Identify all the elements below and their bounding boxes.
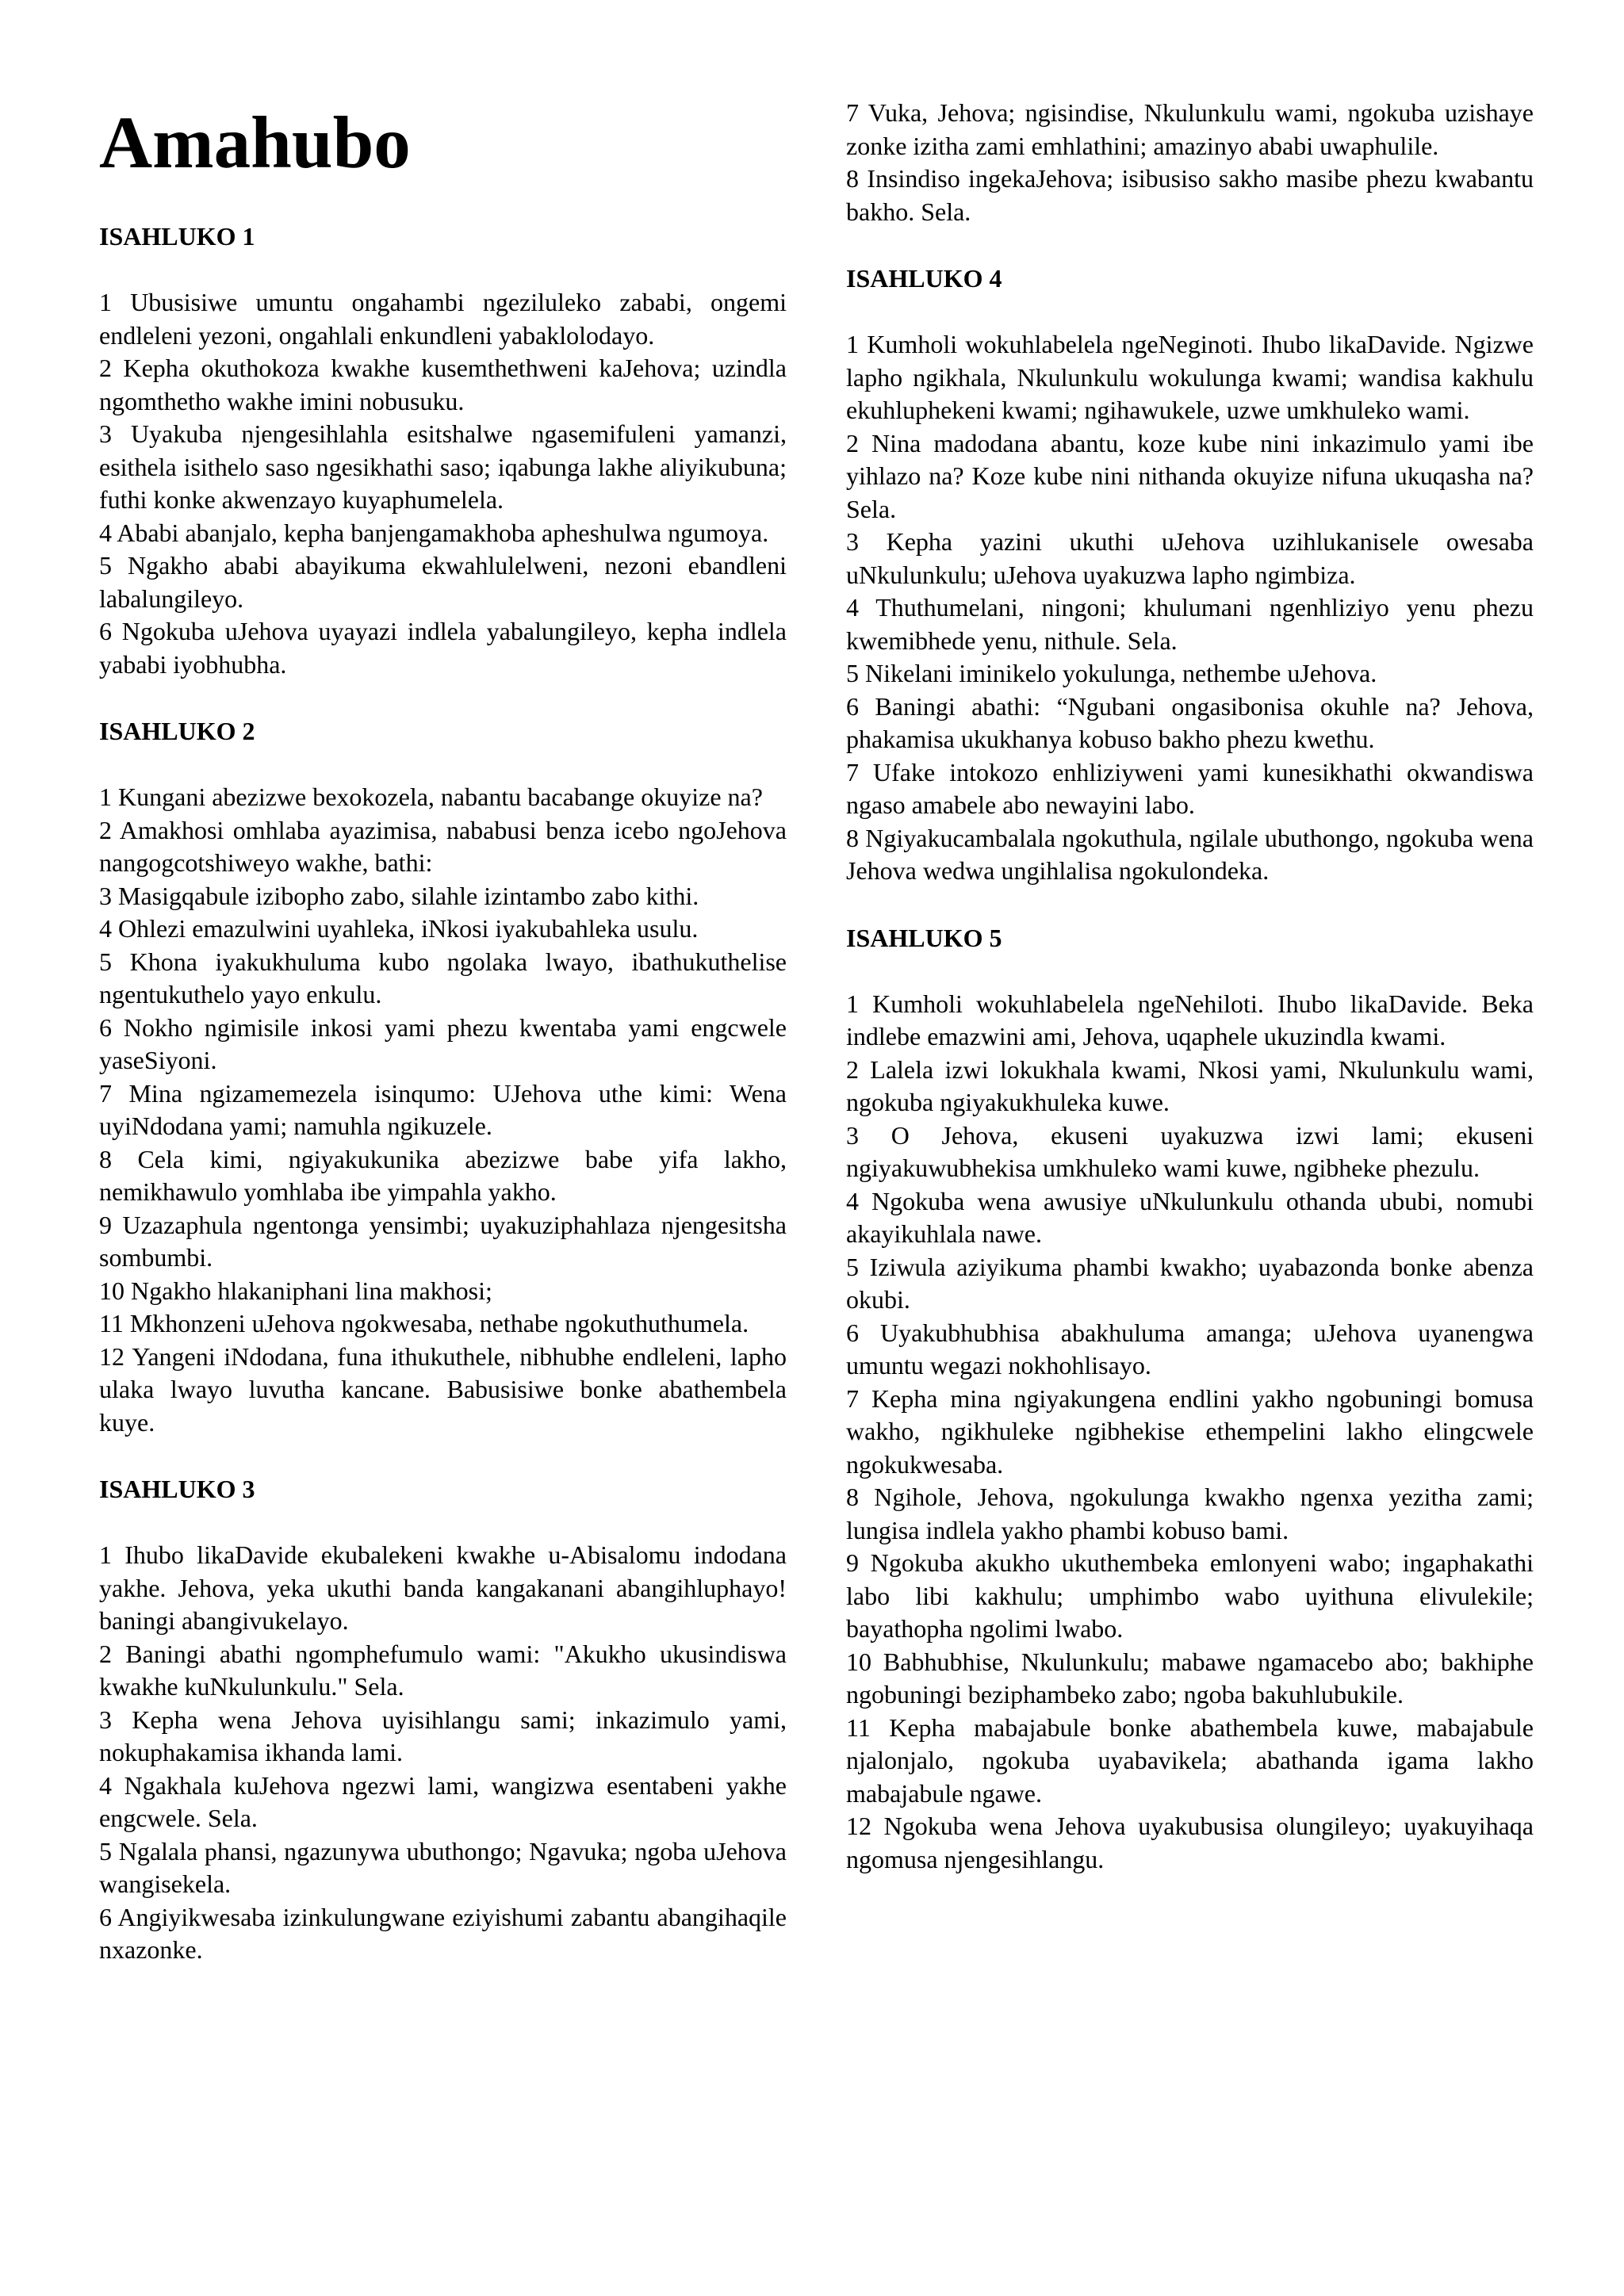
verse: 7 Vuka, Jehova; ngisindise, Nkulunkulu wami, ngokuba uzishaye zonke izitha zami emhlathini; amazinyo ababi uwaphulile.: [846, 98, 1534, 160]
verse: 8 Insindiso ingekaJehova; isibusiso sakho masibe phezu kwabantu bakho. Sela.: [846, 164, 1534, 226]
verse: 11 Kepha mabajabule bonke abathembela kuwe, mabajabule njalonjalo, ngokuba uyabavikela; abathanda igama lakho mabajabule ngawe.: [846, 1712, 1534, 1808]
verse: 2 Kepha okuthokoza kwakhe kusemthethweni kaJehova; uzindla ngomthetho wakhe imini nobusuku.: [99, 354, 787, 415]
verse: 3 Uyakuba njengesihlahla esitshalwe ngasemifuleni yamanzi, esithela isithelo saso ngesikhathi saso; iqabunga lakhe aliyikubuna; futhi konke akwenzayo kuyaphumelela.: [99, 419, 787, 514]
verse: 5 Khona iyakukhuluma kubo ngolaka lwayo, ibathukuthelise ngentukuthelo yayo enkulu.: [99, 947, 787, 1008]
chapter-heading: ISAHLUKO 2: [99, 717, 255, 745]
chapter-heading: ISAHLUKO 4: [846, 264, 1002, 293]
verse: 8 Ngihole, Jehova, ngokulunga kwakho ngenxa yezitha zami; lungisa indlela yakho phambi kobuso bami.: [846, 1483, 1534, 1544]
verse: 1 Kungani abezizwe bexokozela, nabantu bacabange okuyize na?: [99, 783, 763, 811]
verse: 3 O Jehova, ekuseni uyakuzwa izwi lami; ekuseni ngiyakuwubhekisa umkhuleko wami kuwe, ngibheke phezulu.: [846, 1120, 1534, 1182]
verse: 1 Kumholi wokuhlabelela ngeNehiloti. Ihubo likaDavide. Beka indlebe emazwini ami, Jehova, uqaphele ukuzindla kwami.: [846, 989, 1534, 1050]
verse: 7 Kepha mina ngiyakungena endlini yakho ngobuningi bomusa wakho, ngikhuleke ngibhekise ethempelini lakho elingcwele ngokukwesaba.: [846, 1383, 1534, 1479]
verse: 3 Kepha yazini ukuthi uJehova uzihlukanisele owesaba uNkulunkulu; uJehova uyakuzwa lapho ngimbiza.: [846, 527, 1534, 589]
left-column: [99, 101, 787, 2000]
verse: 1 Ubusisiwe umuntu ongahambi ngeziluleko zababi, ongemi endleleni yezoni, ongahlali enkundleni yabaklolodayo.: [99, 288, 787, 350]
verse: 5 Ngalala phansi, ngazunywa ubuthongo; Ngavuka; ngoba uJehova wangisekela.: [99, 1836, 787, 1898]
chapter-3-continued: [846, 97, 1534, 228]
chapter-5: [846, 921, 1534, 1877]
verse: 6 Angiyikwesaba izinkulungwane eziyishumi zabantu abangihaqile nxazonke.: [99, 1902, 787, 1964]
verse: 12 Ngokuba wena Jehova uyakubusisa olungileyo; uyakuyihaqa ngomusa njengesihlangu.: [846, 1812, 1534, 1873]
right-column: [846, 97, 1534, 1909]
verse: 5 Ngakho ababi abayikuma ekwahlulelweni, nezoni ebandleni labalungileyo.: [99, 551, 787, 613]
verse: 2 Amakhosi omhlaba ayazimisa, nababusi benza icebo ngoJehova nangogcotshiweyo wakhe, bathi:: [99, 815, 787, 877]
verse: 6 Ngokuba uJehova uyayazi indlela yabalungileyo, kepha indlela yababi iyobhubha.: [99, 617, 787, 679]
verse: 6 Nokho ngimisile inkosi yami phezu kwentaba yami engcwele yaseSiyoni.: [99, 1012, 787, 1074]
book-title: Amahubo: [99, 102, 411, 184]
verse: 2 Lalela izwi lokukhala kwami, Nkosi yami, Nkulunkulu wami, ngokuba ngiyakukhuleka kuwe.: [846, 1054, 1534, 1116]
verse: 4 Thuthumelani, ningoni; khulumani ngenhliziyo yenu phezu kwemibhede yenu, nithule. Sela.: [846, 593, 1534, 655]
verse: 9 Uzazaphula ngentonga yensimbi; uyakuziphahlaza njengesitsha sombumbi.: [99, 1210, 787, 1272]
verse: 5 Iziwula aziyikuma phambi kwakho; uyabazonda bonke abenza okubi.: [846, 1252, 1534, 1314]
verse: 8 Cela kimi, ngiyakukunika abezizwe babe yifa lakho, nemikhawulo yomhlaba ibe yimpahla yakho.: [99, 1144, 787, 1206]
verse: 5 Nikelani iminikelo yokulunga, nethembe uJehova.: [846, 659, 1377, 687]
chapter-2: [99, 714, 787, 1439]
verse: 9 Ngokuba akukho ukuthembeka emlonyeni wabo; ingaphakathi labo libi kakhulu; umphimbo wabo uyithuna elivulekile; bayathopha ngolimi lwabo.: [846, 1548, 1534, 1643]
chapter-heading: ISAHLUKO 1: [99, 222, 255, 251]
verse: 7 Mina ngizamemezela isinqumo: UJehova uthe kimi: Wena uyiNdodana yami; namuhla ngikuzele.: [99, 1078, 787, 1140]
verse: 10 Ngakho hlakaniphani lina makhosi;: [99, 1276, 492, 1305]
verse: 3 Masigqabule izibopho zabo, silahle izintambo zabo kithi.: [99, 881, 699, 910]
verse: 7 Ufake intokozo enhliziyweni yami kunesikhathi okwandiswa ngaso amabele abo newayini labo.: [846, 757, 1534, 819]
verse: 10 Babhubhise, Nkulunkulu; mabawe ngamacebo abo; bakhiphe ngobuningi beziphambeko zabo; ngoba bakuhlubukile.: [846, 1647, 1534, 1709]
verse: 11 Mkhonzeni uJehova ngokwesaba, nethabe ngokuthuthumela.: [99, 1309, 749, 1337]
chapter-heading: ISAHLUKO 3: [99, 1475, 255, 1503]
verse: 1 Kumholi wokuhlabelela ngeNeginoti. Ihubo likaDavide. Ngizwe lapho ngikhala, Nkulunkulu wokulunga kwami; wandisa kakhulu ekuhluphekeni kwami; ngihawukele, uzwe umkhuleko wami.: [846, 330, 1534, 424]
verse: 4 Ngakhala kuJehova ngezwi lami, wangizwa esentabeni yakhe engcwele. Sela.: [99, 1770, 787, 1832]
verse: 4 Ngokuba wena awusiye uNkulunkulu othanda ububi, nomubi akayikuhlala nawe.: [846, 1186, 1534, 1248]
verse: 8 Ngiyakucambalala ngokuthula, ngilale ubuthongo, ngokuba wena Jehova wedwa ungihlalisa ngokulondeka.: [846, 823, 1534, 885]
verse: 6 Baningi abathi: “Ngubani ongasibonisa okuhle na? Jehova, phakamisa ukukhanya kobuso bakho phezu kwethu.: [846, 691, 1534, 753]
verse: 6 Uyakubhubhisa abakhuluma amanga; uJehova uyanengwa umuntu wegazi nokhohlisayo.: [846, 1318, 1534, 1380]
chapter-4: [846, 262, 1534, 888]
chapter-heading: ISAHLUKO 5: [846, 923, 1002, 952]
chapter-3: [99, 1472, 787, 1967]
verse: 2 Baningi abathi ngomphefumulo wami: "Akukho ukusindiswa kwakhe kuNkulunkulu." Sela.: [99, 1639, 787, 1701]
chapter-1: [99, 220, 787, 681]
verse: 4 Ababi abanjalo, kepha banjengamakhoba apheshulwa ngumoya.: [99, 518, 769, 547]
verse: 3 Kepha wena Jehova uyisihlangu sami; inkazimulo yami, nokuphakamisa ikhanda lami.: [99, 1705, 787, 1766]
verse: 4 Ohlezi emazulwini uyahleka, iNkosi iyakubahleka usulu.: [99, 914, 699, 943]
verse: 2 Nina madodana abantu, koze kube nini inkazimulo yami ibe yihlazo na? Koze kube nini nithanda okuyize nifuna ukuqasha na? Sela.: [846, 428, 1534, 523]
verse: 1 Ihubo likaDavide ekubalekeni kwakhe u-Abisalomu indodana yakhe. Jehova, yeka ukuthi banda kangakanani abangihluphayo! baningi abangivukelayo.: [99, 1540, 787, 1635]
verse: 12 Yangeni iNdodana, funa ithukuthele, nibhubhe endleleni, lapho ulaka lwayo luvutha kancane. Babusisiwe bonke abathembela kuye.: [99, 1341, 787, 1437]
